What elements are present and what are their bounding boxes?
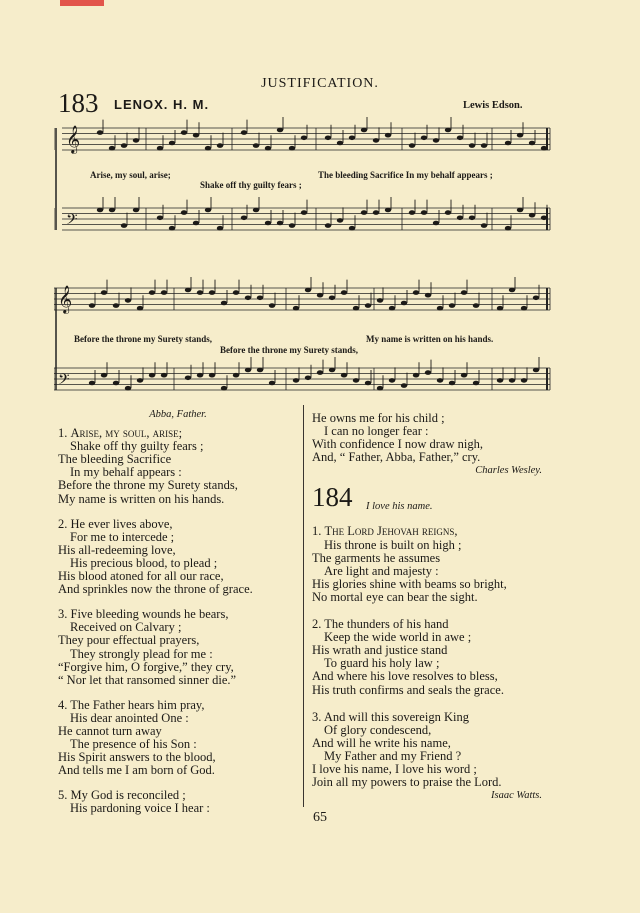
note-head (269, 381, 275, 386)
stanza-line: The Lord Jehovah reigns, (324, 524, 458, 539)
note-head (221, 301, 227, 306)
note-head (317, 293, 323, 298)
stanza-line: The thunders of his hand (324, 617, 449, 632)
note-head (541, 146, 547, 151)
hymn-183-author: Charles Wesley. (475, 465, 542, 477)
treble-clef-icon: 𝄞 (66, 127, 81, 153)
note-head (101, 290, 107, 295)
note-head (233, 373, 239, 378)
stanza-line: Before the throne my Surety stands, (58, 478, 238, 493)
note-head (481, 143, 487, 148)
note-head (437, 378, 443, 383)
note-head (409, 210, 415, 215)
note-head (521, 306, 527, 311)
note-head (289, 223, 295, 228)
note-head (149, 290, 155, 295)
stanza-number: 1. (58, 426, 68, 441)
stanza-line: Of glory condescend, (324, 722, 432, 737)
note-head (205, 208, 211, 213)
note-head (109, 208, 115, 213)
note-head (505, 141, 511, 146)
stanza-number: 3. (58, 607, 68, 622)
note-head (133, 138, 139, 143)
stanza-line: Received on Calvary ; (70, 620, 182, 635)
note-head (541, 216, 547, 221)
note-head (529, 141, 535, 146)
stanza-line: His throne is built on high ; (324, 537, 462, 552)
note-head (533, 296, 539, 301)
stanza-line: And tells me I am born of God. (58, 763, 215, 778)
note-head (461, 290, 467, 295)
note-head (517, 208, 523, 213)
note-head (377, 298, 383, 303)
stanza-line: I can no longer fear : (324, 424, 429, 439)
stanza-number: 4. (58, 697, 68, 712)
note-head (385, 133, 391, 138)
music-lyric-row2a: Before the throne my Surety stands, (74, 334, 212, 344)
note-head (337, 141, 343, 146)
note-head (389, 306, 395, 311)
bass-clef-icon: 𝄢 (66, 211, 78, 231)
hymn-184-number: 184 (312, 482, 353, 513)
note-head (113, 381, 119, 386)
note-head (325, 223, 331, 228)
note-head (109, 146, 115, 151)
treble-clef-icon: 𝄞 (58, 287, 73, 313)
stanza-line: With confidence I now draw nigh, (312, 437, 483, 452)
note-head (97, 208, 103, 213)
stanza-line: My God is reconciled ; (70, 788, 186, 803)
note-head (257, 368, 263, 373)
note-head (233, 290, 239, 295)
hymn-183-column-left (58, 408, 298, 816)
stanza-line: For me to intercede ; (70, 529, 175, 544)
music-lyric-row1c: The bleeding Sacrifice In my behalf appears ; (318, 170, 493, 180)
stanza-line: His all-redeeming love, (58, 542, 176, 557)
note-head (421, 136, 427, 141)
note-head (373, 138, 379, 143)
stanza-number: 5. (58, 788, 68, 803)
note-head (137, 378, 143, 383)
note-head (457, 136, 463, 141)
note-head (509, 288, 515, 293)
note-head (293, 378, 299, 383)
note-head (521, 378, 527, 383)
note-head (169, 226, 175, 231)
stanza-line: “Forgive him, O forgive,” they cry, (58, 659, 234, 674)
music-lyric-row1b: Shake off thy guilty fears ; (200, 180, 302, 190)
stanza-line: The presence of his Son : (70, 737, 197, 752)
note-head (469, 143, 475, 148)
note-head (125, 298, 131, 303)
stanza-line: His dear anointed One : (70, 710, 189, 725)
note-head (365, 381, 371, 386)
stanza-line: They strongly plead for me : (70, 646, 213, 661)
note-head (473, 381, 479, 386)
note-head (361, 128, 367, 133)
stanza-line: And sprinkles now the throne of grace. (58, 582, 253, 597)
note-head (221, 386, 227, 391)
note-head (181, 130, 187, 135)
section-title: JUSTIFICATION. (261, 76, 379, 91)
note-head (433, 221, 439, 226)
note-head (305, 288, 311, 293)
note-head (461, 373, 467, 378)
hymn-183-title: Abba, Father. (149, 409, 207, 420)
note-head (241, 130, 247, 135)
column-divider (303, 405, 304, 807)
note-head (517, 133, 523, 138)
stanza-line: His precious blood, to plead ; (70, 555, 218, 570)
note-head (425, 370, 431, 375)
stanza-183-1 (58, 427, 298, 506)
stanza-line: My Father and my Friend ? (324, 748, 462, 763)
hymn-column-right (312, 412, 552, 802)
note-head (257, 296, 263, 301)
note-head (473, 303, 479, 308)
note-head (121, 143, 127, 148)
note-head (385, 208, 391, 213)
stanza-line: And will this sovereign King (323, 709, 469, 724)
note-head (445, 210, 451, 215)
note-head (361, 210, 367, 215)
note-head (469, 216, 475, 221)
note-head (353, 378, 359, 383)
stanza-line: To guard his holy law ; (324, 656, 440, 671)
music-lyric-row2c: My name is written on his hands. (366, 334, 494, 344)
bass-clef-icon: 𝄢 (58, 371, 70, 391)
hymn-184-author: Isaac Watts. (491, 790, 542, 802)
note-head (409, 143, 415, 148)
stanza-line: In my behalf appears : (70, 465, 182, 480)
stanza-line: And where his love resolves to bless, (312, 669, 498, 684)
note-head (413, 373, 419, 378)
note-head (209, 290, 215, 295)
note-head (125, 386, 131, 391)
note-head (437, 306, 443, 311)
note-head (305, 376, 311, 381)
note-head (433, 138, 439, 143)
note-head (157, 146, 163, 151)
stanza-183-5b (312, 412, 552, 464)
note-head (329, 368, 335, 373)
note-head (373, 210, 379, 215)
note-head (113, 303, 119, 308)
note-head (269, 303, 275, 308)
stanza-line: His glories shine with beams so bright, (312, 576, 507, 591)
note-head (197, 373, 203, 378)
note-head (217, 226, 223, 231)
stanza-line: The Father hears him pray, (70, 697, 205, 712)
note-head (341, 373, 347, 378)
note-head (137, 306, 143, 311)
note-head (509, 378, 515, 383)
note-head (277, 221, 283, 226)
note-head (97, 130, 103, 135)
note-head (389, 378, 395, 383)
note-head (181, 210, 187, 215)
note-head (253, 143, 259, 148)
music-lyric-row2b: Before the throne my Surety stands, (220, 345, 358, 355)
note-head (457, 216, 463, 221)
note-head (193, 221, 199, 226)
note-head (217, 143, 223, 148)
note-head (445, 128, 451, 133)
stanza-line: Five bleeding wounds he bears, (70, 607, 229, 622)
note-head (533, 368, 539, 373)
stanza-line: And, “ Father, Abba, Father,” cry. (312, 450, 481, 465)
note-head (349, 226, 355, 231)
stanza-line: And will he write his name, (312, 735, 451, 750)
hymn-183-composer: Lewis Edson. (463, 100, 523, 111)
stanza-line: His blood atoned for all our race, (58, 569, 224, 584)
music-score (54, 116, 554, 398)
note-head (341, 290, 347, 295)
note-head (185, 376, 191, 381)
stanza-line: His pardoning voice I hear : (70, 801, 210, 816)
page-number: 65 (313, 810, 327, 825)
note-head (157, 216, 163, 221)
music-lyric-row1a: Arise, my soul, arise; (90, 170, 171, 180)
stanza-number: 1. (312, 524, 322, 539)
note-head (401, 301, 407, 306)
note-head (161, 373, 167, 378)
note-head (245, 296, 251, 301)
note-head (425, 293, 431, 298)
note-head (193, 133, 199, 138)
stanza-line: “ Nor let that ransomed sinner die.” (58, 672, 237, 687)
note-head (205, 146, 211, 151)
stanza-line: Are light and majesty : (324, 563, 439, 578)
note-head (377, 386, 383, 391)
stanza-line: His wrath and justice stand (312, 643, 448, 658)
stanza-184-3 (312, 711, 552, 790)
stanza-number: 2. (312, 617, 322, 632)
note-head (161, 290, 167, 295)
stanza-line: He cannot turn away (58, 723, 162, 738)
note-head (317, 370, 323, 375)
note-head (185, 288, 191, 293)
note-head (365, 303, 371, 308)
note-head (505, 226, 511, 231)
note-head (169, 141, 175, 146)
note-head (529, 213, 535, 218)
note-head (497, 378, 503, 383)
hymn-184-heading (312, 482, 552, 521)
note-head (329, 296, 335, 301)
note-head (497, 306, 503, 311)
stanza-number: 2. (58, 516, 68, 531)
note-head (89, 303, 95, 308)
stanza-184-2 (312, 618, 552, 697)
note-head (197, 290, 203, 295)
note-head (265, 221, 271, 226)
stanza-number: 3. (312, 709, 322, 724)
stanza-183-4 (58, 699, 298, 778)
stanza-183-3 (58, 608, 298, 687)
note-head (265, 146, 271, 151)
note-head (245, 368, 251, 373)
stanza-183-2 (58, 518, 298, 597)
note-head (413, 290, 419, 295)
red-tab-decoration (60, 0, 104, 6)
note-head (253, 208, 259, 213)
note-head (293, 306, 299, 311)
note-head (209, 373, 215, 378)
stanza-line: He owns me for his child ; (312, 411, 445, 425)
stanza-line: Join all my powers to praise the Lord. (312, 775, 502, 790)
note-head (349, 136, 355, 141)
note-head (325, 136, 331, 141)
note-head (121, 223, 127, 228)
hymn-183-number: 183 (58, 88, 99, 118)
hymn-183-tune: LENOX. H. M. (114, 97, 210, 112)
stanza-line: My name is written on his hands. (58, 491, 225, 506)
stanza-line: They pour effectual prayers, (58, 633, 200, 648)
stanza-line: Shake off thy guilty fears ; (70, 439, 204, 454)
note-head (277, 128, 283, 133)
stanza-line: He ever lives above, (70, 516, 173, 531)
stanza-line: His Spirit answers to the blood, (58, 750, 216, 765)
note-head (401, 383, 407, 388)
note-head (481, 223, 487, 228)
note-head (353, 306, 359, 311)
stanza-line: His truth confirms and seals the grace. (312, 682, 504, 697)
stanza-line: The garments he assumes (312, 550, 441, 565)
note-head (149, 373, 155, 378)
stanza-line: I love his name, I love his word ; (312, 761, 477, 776)
stanza-line: Arise, my soul, arise; (70, 426, 183, 441)
hymn-184-title: I love his name. (366, 501, 433, 513)
note-head (133, 208, 139, 213)
stanza-184-1 (312, 525, 552, 604)
note-head (301, 210, 307, 215)
note-head (289, 146, 295, 151)
note-head (421, 210, 427, 215)
note-head (301, 136, 307, 141)
stanza-line: The bleeding Sacrifice (58, 452, 172, 467)
note-head (101, 373, 107, 378)
stanza-line: No mortal eye can bear the sight. (312, 589, 478, 604)
note-head (89, 381, 95, 386)
note-head (449, 303, 455, 308)
note-head (241, 216, 247, 221)
note-head (337, 218, 343, 223)
stanza-line: Keep the wide world in awe ; (324, 630, 472, 645)
note-head (449, 381, 455, 386)
